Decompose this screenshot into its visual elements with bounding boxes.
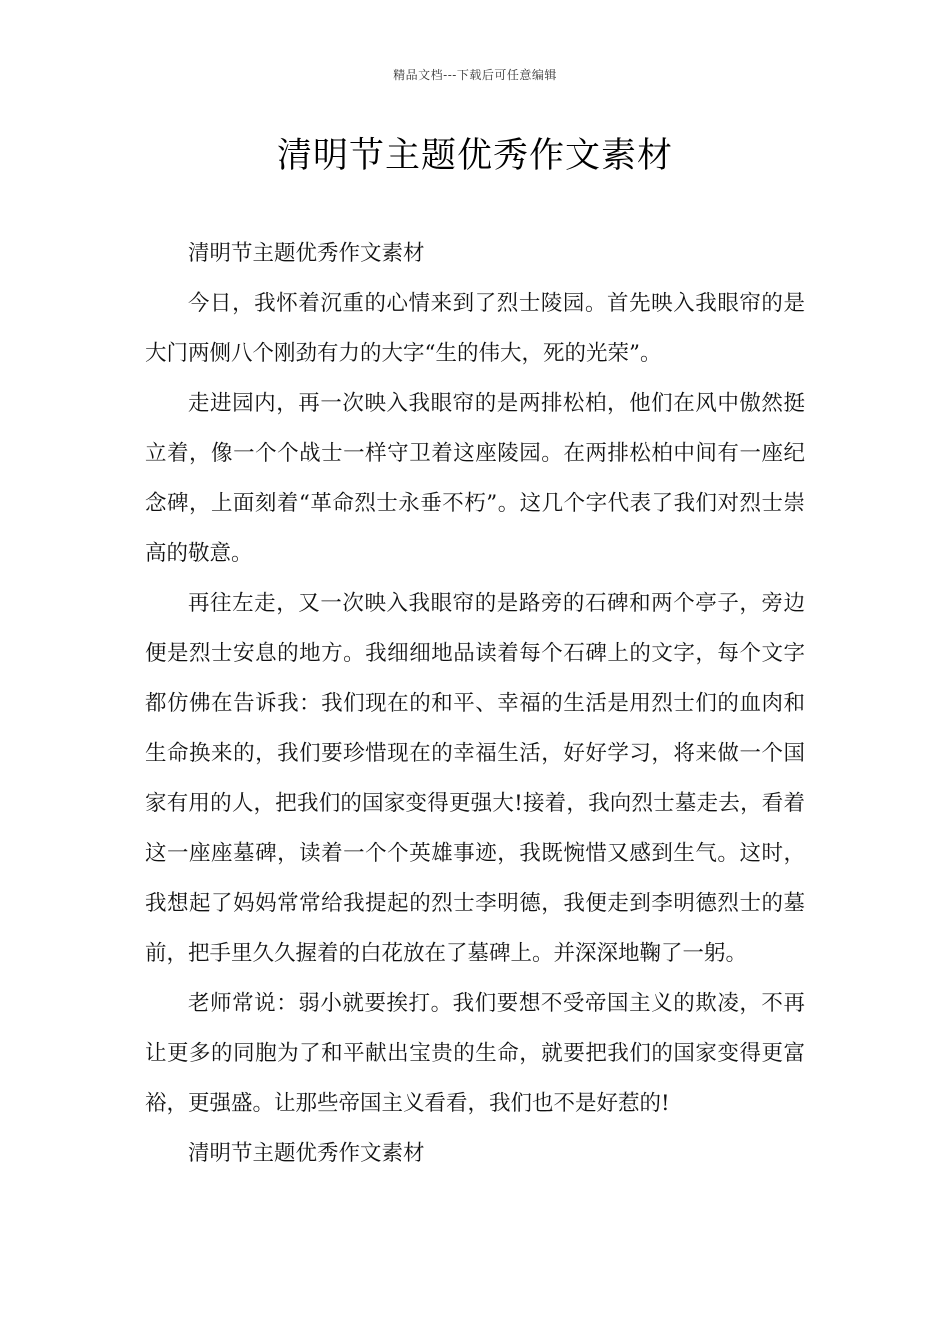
document-body xyxy=(145,229,805,1179)
paragraph: 走进园内，再一次映入我眼帘的是两排松柏，他们在风中傲然挺立着，像一个个战士一样守卫着这座陵园。在两排松柏中间有一座纪念碑，上面刻着“革命烈士永垂不朽”。这几个字代表了我们对烈士崇高的敬意。 xyxy=(145,391,805,566)
document-title: 清明节主题优秀作文素材 xyxy=(276,136,673,176)
paragraph: 今日，我怀着沉重的心情来到了烈士陵园。首先映入我眼帘的是大门两侧八个刚劲有力的大字“生的伟大，死的光荣”。 xyxy=(145,291,805,366)
paragraph-subtitle: 清明节主题优秀作文素材 xyxy=(188,241,425,266)
paragraph: 老师常说：弱小就要挨打。我们要想不受帝国主义的欺凌，不再让更多的同胞为了和平献出宝贵的生命，就要把我们的国家变得更富裕，更强盛。让那些帝国主义看看，我们也不是好惹的! xyxy=(145,991,805,1116)
paragraph: 再往左走，又一次映入我眼帘的是路旁的石碑和两个亭子，旁边便是烈士安息的地方。我细细地品读着每个石碑上的文字，每个文字都仿佛在告诉我：我们现在的和平、幸福的生活是用烈士们的血肉和生命换来的，我们要珍惜现在的幸福生活，好好学习，将来做一个国家有用的人，把我们的国家变得更强大!接着，我向烈士墓走去，看着这一座座墓碑，读着一个个英雄事迹，我既惋惜又感到生气。这时，我想起了妈妈常常给我提起的烈士李明德，我便走到李明德烈士的墓前，把手里久久握着的白花放在了墓碑上。并深深地鞠了一躬。 xyxy=(145,591,805,966)
header-note: 精品文档---下载后可任意编辑 xyxy=(393,68,557,82)
paragraph-subtitle: 清明节主题优秀作文素材 xyxy=(188,1141,425,1166)
